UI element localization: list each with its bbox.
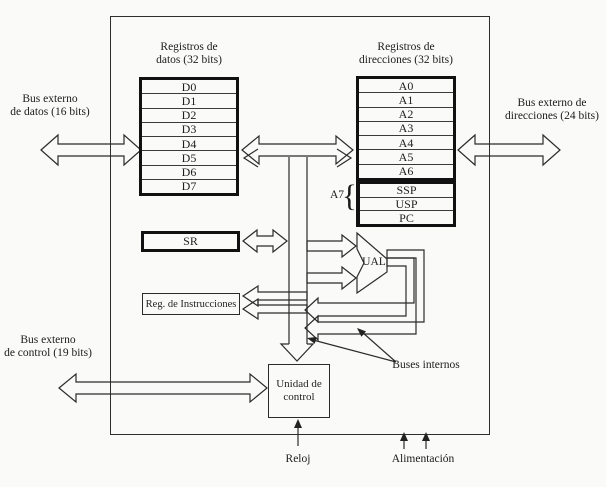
status-register-label: SR (183, 234, 198, 248)
address-registers-title (341, 41, 471, 67)
control-unit-box (268, 364, 330, 418)
register-row-d1: D1 (142, 93, 236, 107)
alu-label: UAL (362, 256, 386, 268)
register-row-d4: D4 (142, 136, 236, 150)
register-row-a6: A6 (359, 164, 453, 178)
data-registers-block (139, 77, 239, 196)
register-row-d5: D5 (142, 150, 236, 164)
register-row-ssp: SSP (396, 183, 417, 198)
external-address-bus-label (498, 97, 606, 123)
external-data-bus-label-line2: de datos (16 bits) (10, 106, 90, 118)
external-control-bus-label (0, 334, 96, 360)
control-unit-label-line2: control (283, 391, 315, 403)
control-unit-label-line1: Unidad de (276, 378, 322, 390)
register-row-a0: A0 (398, 78, 414, 93)
external-address-bus-label-line1: Bus externo de (517, 97, 587, 109)
data-registers-title (129, 41, 249, 67)
external-address-bus-label-line2: direcciones (24 bits) (505, 110, 599, 122)
a7-registers-block (356, 181, 456, 227)
external-control-bus-label-line1: Bus externo (20, 334, 76, 346)
buses-internos-pointer-head-2 (357, 328, 366, 337)
instruction-register-box (142, 293, 240, 315)
a7-label: A7 (329, 189, 344, 201)
data-registers-title-line2: datos (32 bits) (156, 54, 222, 66)
clock-arrow-head (294, 419, 302, 428)
external-control-bus-label-line2: de control (19 bits) (4, 347, 92, 359)
instruction-register-label: Reg. de Instrucciones (145, 298, 237, 310)
internal-buses-label-text: Buses internos (392, 359, 460, 371)
register-row-a1: A1 (359, 92, 453, 106)
internal-bus-down-arrowhead (281, 344, 313, 361)
external-address-bus-arrow (458, 135, 560, 165)
register-row-a5: A5 (359, 149, 453, 163)
external-control-bus-arrow (59, 374, 267, 402)
address-registers-title-line2: direcciones (32 bits) (359, 54, 453, 66)
clock-label (272, 453, 324, 466)
register-row-d0: D0 (181, 79, 197, 94)
internal-data-address-arrow (242, 136, 353, 164)
external-data-bus-arrow (41, 135, 141, 165)
alu-input-arrow-lower (307, 267, 356, 289)
power-arrow-head-1 (400, 432, 408, 441)
register-row-d7: D7 (142, 179, 236, 193)
register-row-a3: A3 (359, 121, 453, 135)
external-data-bus-label-line1: Bus externo (22, 93, 78, 105)
register-row-d2: D2 (142, 108, 236, 122)
power-label (375, 453, 471, 466)
buses-internos-pointer-head-1 (307, 337, 317, 344)
external-data-bus-label (0, 93, 100, 119)
address-registers-block (356, 76, 456, 181)
register-row-d6: D6 (142, 165, 236, 179)
register-row-a4: A4 (359, 135, 453, 149)
sr-bus-arrow (243, 230, 287, 252)
instruction-register-arrow-lower (243, 299, 307, 319)
register-row-pc: PC (360, 210, 453, 224)
register-row-usp: USP (360, 197, 453, 211)
internal-buses-label (374, 359, 478, 372)
status-register-box (141, 231, 240, 252)
address-registers-title-line1: Registros de (377, 41, 435, 53)
clock-label-text: Reloj (285, 453, 311, 465)
power-arrow-head-2 (422, 432, 430, 441)
register-row-a2: A2 (359, 107, 453, 121)
data-registers-title-line1: Registros de (160, 41, 218, 53)
register-row-d3: D3 (142, 122, 236, 136)
alu-input-arrow-upper (307, 235, 356, 257)
power-label-text: Alimentación (391, 453, 455, 465)
a7-brace: { (342, 178, 357, 213)
